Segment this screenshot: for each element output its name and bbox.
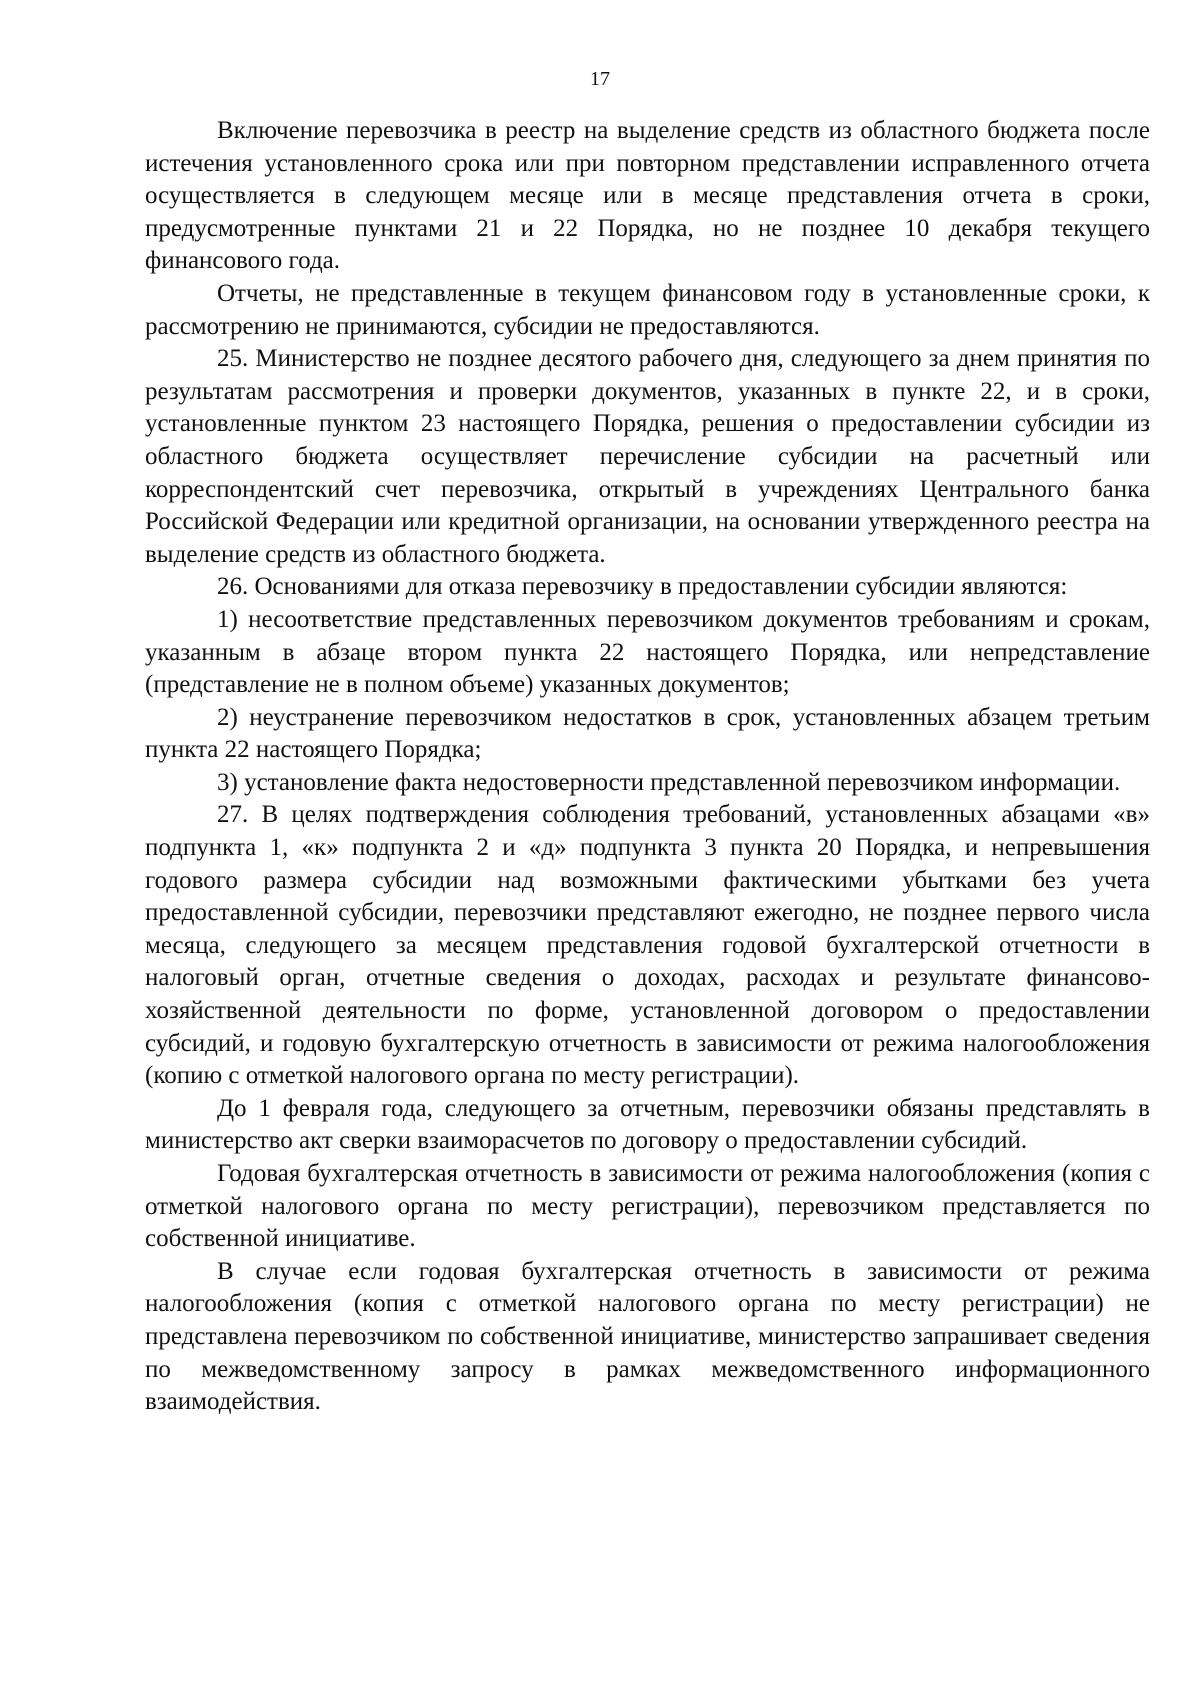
page-number: 17 xyxy=(590,68,610,90)
paragraph-item-26-sub-3: 3) установление факта недостоверности представленной перевозчиком информации. xyxy=(217,768,1121,796)
paragraph-item-25: 25. Министерство не позднее десятого рабочего дня, следующего за днем принятия по результатам рассмотрения и проверки документов, указанных в пункте 22, и в сроки, установленные пунктом 23 настоящего Порядка, решения о предоставлении субсидии из областного бюджета осуществляет перечисление субсидии на расчетный или корреспондентский счет перевозчика, открытый в учреждениях Центрального банка Российской Федерации или кредитной организации, на основании утвержденного реестра на выделение средств из областного бюджета. xyxy=(145,345,1150,568)
paragraph-item-26-sub-1: 1) несоответствие представленных перевозчиком документов требованиям и срокам, указанным в абзаце втором пункта 22 настоящего Порядка, или непредставление (представление не в полном объеме) указанных документов; xyxy=(145,605,1150,699)
document-body xyxy=(145,115,1150,1419)
paragraph-item-26: 26. Основаниями для отказа перевозчику в предоставлении субсидии являются: xyxy=(217,573,1068,601)
paragraph-reports-not-accepted: Отчеты, не представленные в текущем финансовом году в установленные сроки, к рассмотрению не принимаются, субсидии не предоставляются. xyxy=(145,279,1150,340)
paragraph-item-26-sub-2: 2) неустранение перевозчиком недостатков в срок, установленных абзацем третьим пункта 22 настоящего Порядка; xyxy=(145,703,1150,764)
paragraph-interagency-request: В случае если годовая бухгалтерская отчетность в зависимости от режима налогообложения (копия с отметкой налогового органа по месту регистрации) не представлена перевозчиком по собственной инициативе, министерство запрашивает сведения по межведомственному запросу в рамках межведомственного информационного взаимодействия. xyxy=(145,1257,1150,1416)
paragraph-item-27: 27. В целях подтверждения соблюдения требований, установленных абзацами «в» подпункта 1, «к» подпункта 2 и «д» подпункта 3 пункта 20 Порядка, и непревышения годового размера субсидии над возможными фактическими убытками без учета предоставленной субсидии, перевозчики представляют ежегодно, не позднее первого числа месяца, следующего за месяцем представления годовой бухгалтерской отчетности в налоговый орган, отчетные сведения о доходах, расходах и результате финансово-хозяйственной деятельности по форме, установленной договором о предоставлении субсидий, и годовую бухгалтерскую отчетность в зависимости от режима налогообложения (копию с отметкой налогового органа по месту регистрации). xyxy=(145,801,1150,1090)
paragraph-reconciliation-act: До 1 февраля года, следующего за отчетным, перевозчики обязаны представлять в министерство акт сверки взаиморасчетов по договору о предоставлении субсидий. xyxy=(145,1094,1150,1155)
paragraph-registry-inclusion: Включение перевозчика в реестр на выделение средств из областного бюджета после истечения установленного срока или при повторном представлении исправленного отчета осуществляется в следующем месяце или в месяце представления отчета в сроки, предусмотренные пунктами 21 и 22 Порядка, но не позднее 10 декабря текущего финансового года. xyxy=(145,117,1150,275)
paragraph-annual-reporting: Годовая бухгалтерская отчетность в зависимости от режима налогообложения (копия с отметкой налогового органа по месту регистрации), перевозчиком представляется по собственной инициативе. xyxy=(145,1160,1150,1253)
